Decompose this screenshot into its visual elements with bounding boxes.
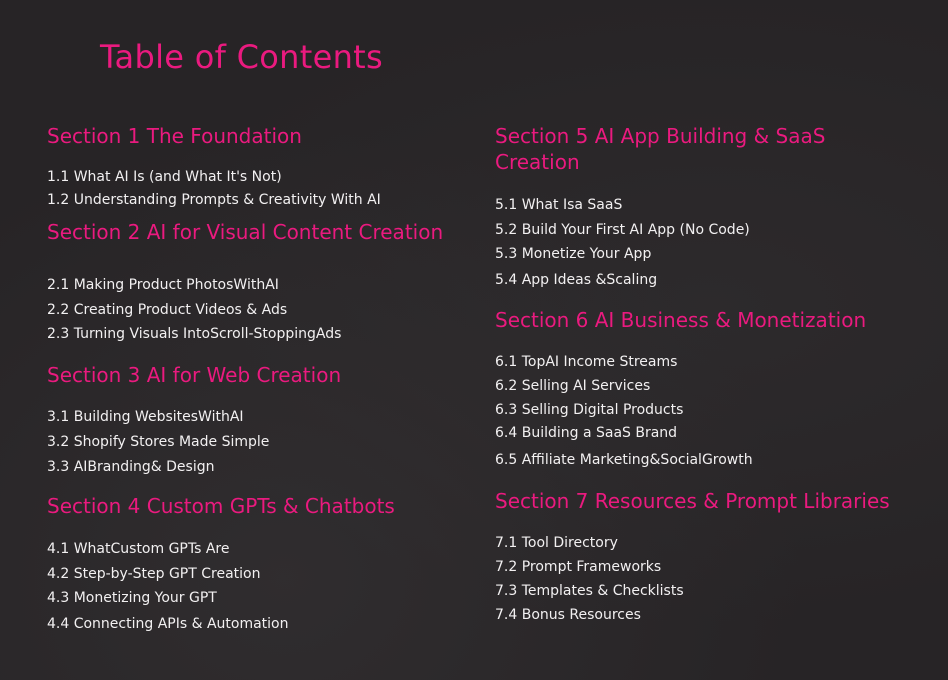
section-7-heading[interactable]: Section 7 Resources & Prompt Libraries bbox=[495, 489, 890, 513]
toc-item-2-3[interactable]: 2.3 Turning Visuals IntoScroll-StoppingAds bbox=[47, 326, 342, 342]
toc-item-1-2[interactable]: 1.2 Understanding Prompts & Creativity With AI bbox=[47, 192, 381, 208]
toc-item-6-4[interactable]: 6.4 Building a SaaS Brand bbox=[495, 425, 678, 441]
toc-item-7-2[interactable]: 7.2 Prompt Frameworks bbox=[495, 559, 662, 575]
section-5-heading[interactable]: Section 5 AI App Building & SaaS bbox=[495, 124, 826, 148]
section-1-heading[interactable]: Section 1 The Foundation bbox=[47, 124, 302, 148]
toc-item-5-3[interactable]: 5.3 Monetize Your App bbox=[495, 246, 652, 262]
toc-item-4-2[interactable]: 4.2 Step-by-Step GPT Creation bbox=[47, 566, 261, 582]
section-2-heading[interactable]: Section 2 AI for Visual Content Creation bbox=[47, 220, 444, 244]
toc-item-6-2[interactable]: 6.2 Selling AI Services bbox=[495, 378, 651, 394]
section-5-heading-continued[interactable]: Creation bbox=[495, 150, 580, 174]
section-3-heading[interactable]: Section 3 AI for Web Creation bbox=[47, 363, 342, 387]
page-title: Table of Contents bbox=[100, 38, 383, 76]
toc-item-6-3[interactable]: 6.3 Selling Digital Products bbox=[495, 402, 684, 418]
toc-item-7-3[interactable]: 7.3 Templates & Checklists bbox=[495, 583, 684, 599]
section-6-heading[interactable]: Section 6 AI Business & Monetization bbox=[495, 308, 867, 332]
toc-item-4-1[interactable]: 4.1 WhatCustom GPTs Are bbox=[47, 541, 230, 557]
toc-item-2-1[interactable]: 2.1 Making Product PhotosWithAI bbox=[47, 277, 279, 293]
toc-item-5-1[interactable]: 5.1 What Isa SaaS bbox=[495, 197, 623, 213]
toc-item-5-4[interactable]: 5.4 App Ideas &Scaling bbox=[495, 272, 658, 288]
toc-item-3-1[interactable]: 3.1 Building WebsitesWithAI bbox=[47, 409, 244, 425]
toc-item-6-5[interactable]: 6.5 Affiliate Marketing&SocialGrowth bbox=[495, 452, 753, 468]
section-4-heading[interactable]: Section 4 Custom GPTs & Chatbots bbox=[47, 494, 395, 518]
toc-item-5-2[interactable]: 5.2 Build Your First AI App (No Code) bbox=[495, 222, 750, 238]
toc-item-1-1[interactable]: 1.1 What AI Is (and What It's Not) bbox=[47, 169, 282, 185]
toc-item-4-3[interactable]: 4.3 Monetizing Your GPT bbox=[47, 590, 217, 606]
toc-item-2-2[interactable]: 2.2 Creating Product Videos & Ads bbox=[47, 302, 288, 318]
toc-item-4-4[interactable]: 4.4 Connecting APIs & Automation bbox=[47, 616, 289, 632]
toc-item-3-2[interactable]: 3.2 Shopify Stores Made Simple bbox=[47, 434, 270, 450]
toc-item-6-1[interactable]: 6.1 TopAI Income Streams bbox=[495, 354, 678, 370]
toc-item-7-1[interactable]: 7.1 Tool Directory bbox=[495, 535, 618, 551]
toc-item-3-3[interactable]: 3.3 AIBranding& Design bbox=[47, 459, 215, 475]
toc-item-7-4[interactable]: 7.4 Bonus Resources bbox=[495, 607, 641, 623]
